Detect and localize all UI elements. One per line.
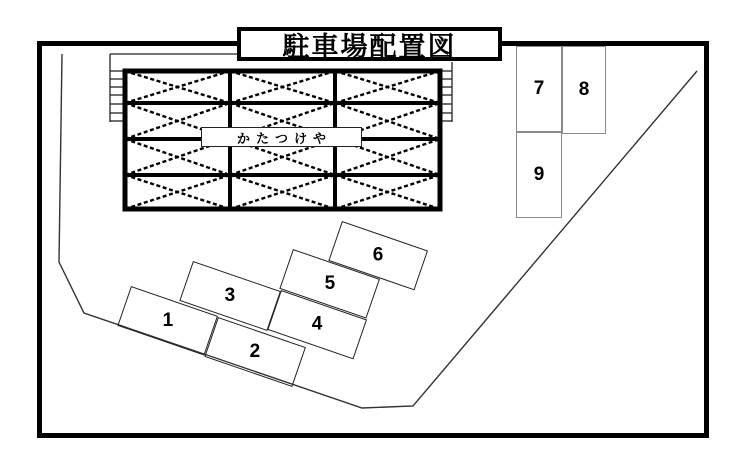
spot-number: 4 (311, 313, 323, 335)
parking-spot-9 (516, 132, 562, 218)
building-label-box (201, 127, 362, 147)
parking-spot-8 (562, 46, 606, 134)
parking-spot-7 (516, 46, 562, 132)
spot-number: 7 (533, 78, 545, 99)
title-box (237, 27, 502, 61)
building-label: かたつけや (236, 130, 332, 146)
spot-number: 9 (533, 164, 545, 185)
spot-number: 3 (224, 284, 236, 306)
diagram-title: 駐車場配置図 (282, 31, 457, 62)
left-dock-hatch (110, 54, 237, 122)
spot-number: 5 (324, 272, 335, 294)
spot-number: 1 (162, 309, 173, 331)
spot-number: 6 (372, 244, 384, 266)
spot-number: 2 (249, 340, 261, 362)
spot-number: 8 (578, 79, 590, 100)
